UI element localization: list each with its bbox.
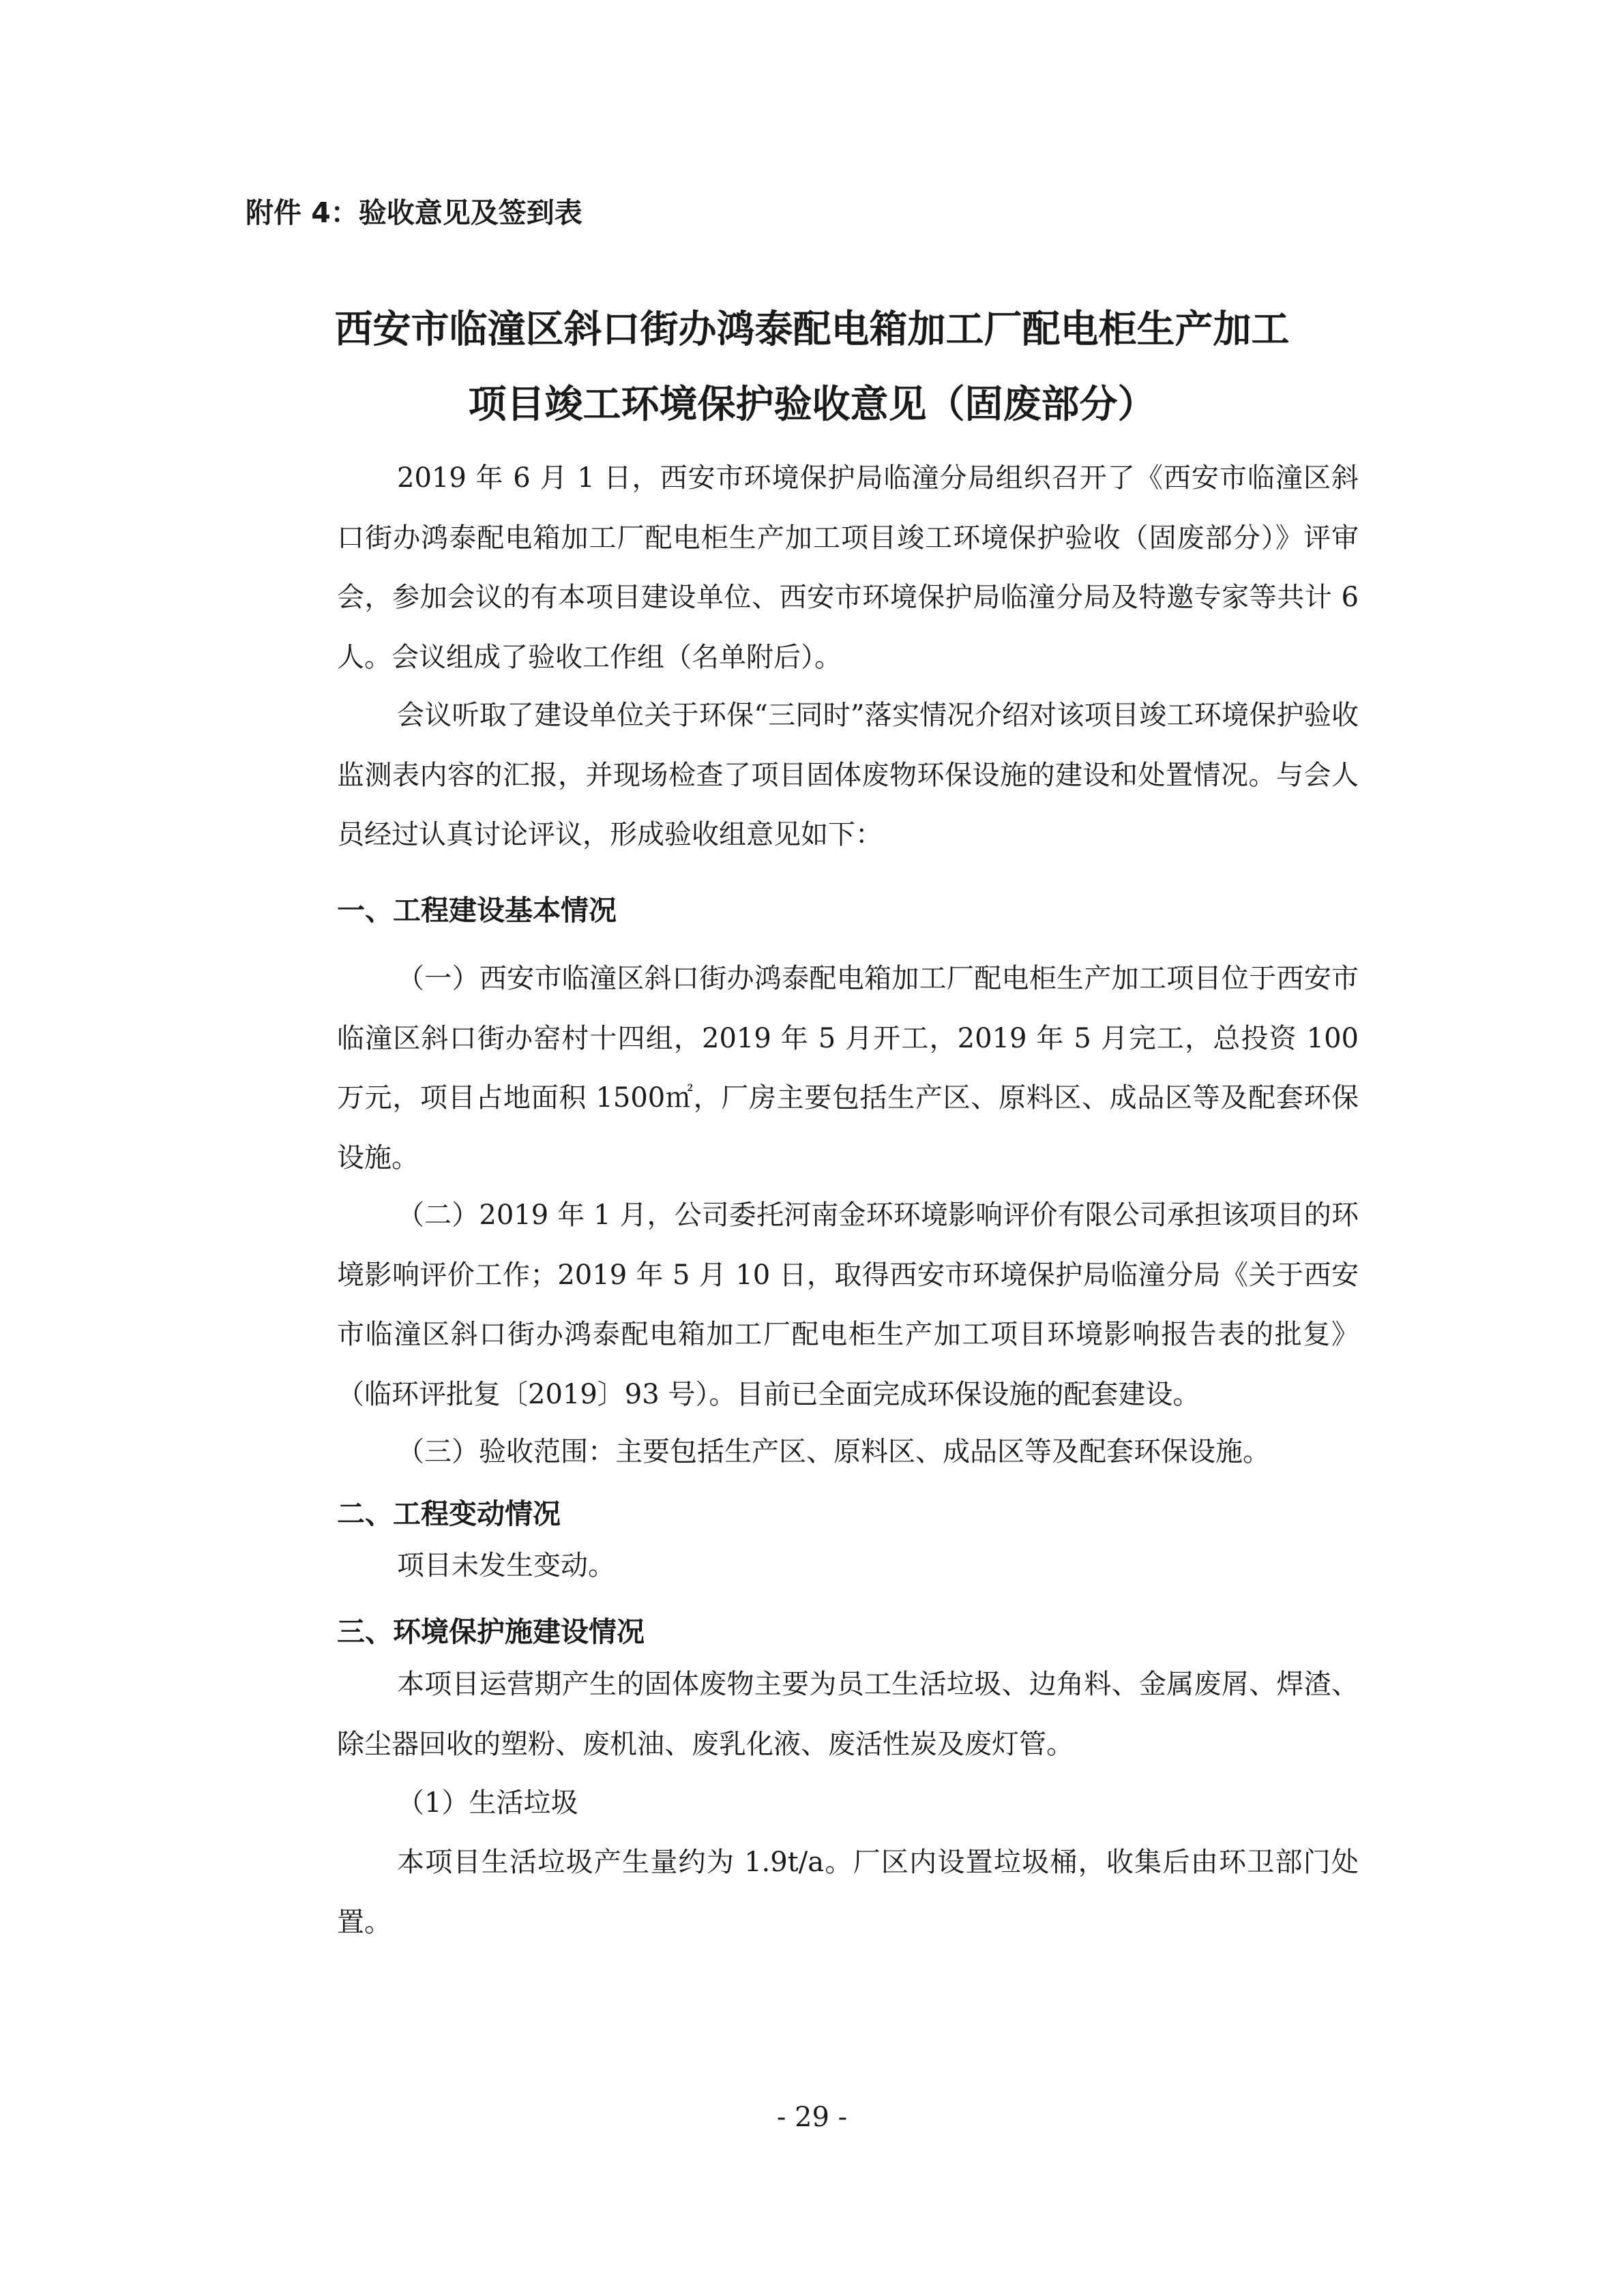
section-heading-basic-info: 一、工程建设基本情况	[337, 894, 617, 927]
attachment-label: 附件 4：验收意见及签到表	[246, 196, 582, 229]
paragraph-meeting-review: 会议听取了建设单位关于环保“三同时”落实情况介绍对该项目竣工环境保护验收监测表内容的汇报，并现场检查了项目固体废物环保设施的建设和处置情况。与会人员经过认真讨论评议，形成验收组意见如下：	[337, 700, 1359, 850]
section-heading-project-changes: 二、工程变动情况	[337, 1497, 561, 1530]
document-title-line-2: 项目竣工环境保护验收意见（固废部分）	[468, 383, 1156, 427]
paragraph-no-changes: 项目未发生变动。	[397, 1550, 615, 1581]
paragraph-project-location: （一）西安市临潼区斜口街办鸿泰配电箱加工厂配电柜生产加工项目位于西安市临潼区斜口街办窑村十四组，2019 年 5 月开工，2019 年 5 月完工，总投资 100 万元，项目占地面积 1500㎡，厂房主要包括生产区、原料区、成品区等及配套环保设施。	[337, 963, 1359, 1174]
paragraph-domestic-waste: 本项目生活垃圾产生量约为 1.9t/a。厂区内设置垃圾桶，收集后由环卫部门处置。	[337, 1847, 1359, 1938]
subheading-domestic-waste: （1）生活垃圾	[397, 1787, 578, 1819]
paragraph-eia-approval: （二）2019 年 1 月，公司委托河南金环环境影响评价有限公司承担该项目的环境影响评价工作；2019 年 5 月 10 日，取得西安市环境保护局临潼分局《关于西安市临潼区斜口街办鸿泰配电箱加工厂配电柜生产加工项目环境影响报告表的批复》（临环评批复〔2019〕93 号）。目前已全面完成环保设施的配套建设。	[337, 1199, 1359, 1410]
document-title-line-1: 西安市临潼区斜口街办鸿泰配电箱加工厂配电柜生产加工	[334, 308, 1290, 352]
paragraph-solid-waste-overview: 本项目运营期产生的固体废物主要为员工生活垃圾、边角料、金属废屑、焊渣、除尘器回收的塑粉、废机油、废乳化液、废活性炭及废灯管。	[337, 1669, 1359, 1760]
section-heading-environmental-facilities: 三、环境保护施建设情况	[337, 1615, 645, 1648]
page-number: - 29 -	[776, 2102, 848, 2133]
paragraph-acceptance-scope: （三）验收范围：主要包括生产区、原料区、成品区等及配套环保设施。	[397, 1436, 1270, 1467]
paragraph-meeting-intro: 2019 年 6 月 1 日，西安市环境保护局临潼分局组织召开了《西安市临潼区斜口街办鸿泰配电箱加工厂配电柜生产加工项目竣工环境保护验收（固废部分）》评审会，参加会议的有本项目建设单位、西安市环境保护局临潼分局及特邀专家等共计 6 人。会议组成了验收工作组（名单附后）。	[337, 462, 1359, 673]
